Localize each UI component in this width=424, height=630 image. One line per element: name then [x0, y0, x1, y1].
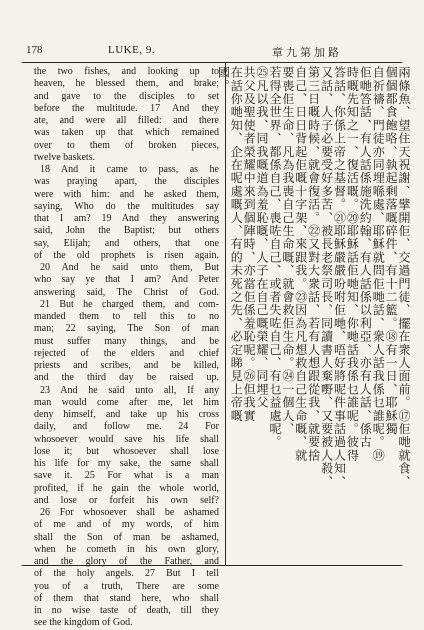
english-line: over to them of broken pieces, — [34, 139, 219, 151]
english-line: of the old prophets is risen again. — [34, 249, 219, 261]
chinese-chapter-title: 章九第加路 — [272, 47, 342, 59]
english-line: saying, Who do the multitudes say — [34, 200, 219, 212]
english-line: heaven, he blessed them, and brake; — [34, 78, 219, 90]
chinese-column: 答話、你係上帝之基督。㉑耶穌嚴嚴吩咐佢哋、唔好將呢件事話過人知、 — [332, 66, 347, 489]
english-line: lose it; but whosoever shall lose — [34, 445, 219, 457]
chinese-column: 共父及聖使者榮耀中來到個陣時、亦當佢係羞恥呢。㉖但我實 — [242, 66, 257, 423]
english-line: were with him: and he asked them, — [34, 188, 219, 200]
chinese-column: 要喪佢生命、凡為我喪自己生命嘅、就會救佢生命。㉔一個人、 — [280, 66, 295, 436]
english-line: man; 22 saying, The Son of man — [34, 323, 219, 335]
english-line: whosoever would save his life shall — [34, 433, 219, 445]
english-line: and gave to the disciples to set — [34, 90, 219, 102]
english-line: man would come after me, let him — [34, 396, 219, 408]
english-line: his life for my sake, the same shall — [34, 458, 219, 469]
chinese-column: 自祈禱、門徒亦同埋喺處、耶穌就問佢哋話、衆人話我係乜誰呢。⑲ — [371, 66, 386, 462]
english-line: priests and scribes, and be killed, — [34, 360, 219, 371]
english-line: when he cometh in his own glory, — [34, 543, 219, 555]
running-title: LUKE, 9. — [108, 44, 156, 56]
english-line: 18 And it came to pass, as he — [40, 164, 219, 175]
chinese-column: ㉕凡以我、同我嘅道為羞恥嘅、人子在自己嘅榮耀、同埋父 — [255, 66, 270, 410]
page-header — [22, 44, 402, 60]
english-line: of them that stand here, who shall — [34, 592, 219, 604]
english-line: rejected of the elders and chief — [34, 347, 219, 359]
chinese-column: 第三日嘅時候、就會復活。㉒又對大衆話、若有人想跟從我、就要捨 — [306, 66, 321, 462]
chinese-column: 個個都食飽咯、執起剩落嘅碎件、有十二籃。⑱有一日、耶穌獨 — [384, 66, 399, 436]
chinese-column: 在話你哋知、企在呢處嘅人、有的未死之先、必定睇見上帝嘅 — [229, 66, 244, 423]
chinese-column: 若得全世界、都係自己、喪咗自己、或者失咗自己、有乜益處呢。 — [267, 66, 282, 449]
header-rule — [22, 62, 402, 63]
chinese-column: 佢哋答話、有人話係施洗約翰、有人話係以利亞、亦有人話、係古 — [358, 66, 373, 449]
english-line: who say ye that I am? And Peter — [34, 274, 219, 286]
english-line: twelve baskets. — [34, 151, 96, 163]
english-line: the two fishes, and looking up to — [34, 66, 219, 77]
chinese-column: 時嘅先知之一、復活嘅。⑳耶穌話佢哋知、你哋話我係乜誰呢。彼得 — [345, 66, 360, 462]
english-line: see the kingdom of God. — [34, 617, 133, 629]
english-line: 26 For whosoever shall be ashamed — [40, 507, 219, 518]
page-number: 178 — [26, 44, 43, 56]
english-line: daily, and follow me. 24 For — [34, 421, 219, 433]
english-line: you of a truth, There are some — [34, 580, 219, 592]
english-line: was praying apart, the disciples — [34, 176, 219, 188]
english-line: was taken up that which remained — [34, 127, 219, 139]
english-line: that I am? 19 And they answering — [34, 213, 219, 224]
english-line: of the holy angels. 27 But I tell — [34, 568, 219, 580]
english-line: in no wise taste of death, till they — [34, 605, 219, 616]
english-line: deny himself, and take up his cross — [34, 409, 219, 420]
chinese-column: 又話、人子必要受好多苦、被長老祭司長、同讀書人棄嘢、又要被人殺、 — [319, 66, 334, 489]
chinese-text-column — [216, 66, 411, 562]
english-line: save it. 25 For what is a man — [34, 470, 219, 482]
english-line: and lose or forfeit his own self? — [34, 494, 219, 506]
english-line: must suffer many things, and be — [34, 335, 219, 347]
english-line: and the third day be raised up. — [34, 372, 219, 384]
english-line: said, John the Baptist; but others — [34, 225, 219, 237]
chinese-column: 兩條魚、望住天祝謝、擘開佢、交過門徒、擺在衆人面前。⑰佢哋就食、 — [397, 66, 411, 489]
english-line: of me and of my words, of him — [34, 519, 219, 531]
chinese-column: 自己、日日背起佢嘅十字架、來跟我。㉓因為凡想救自己生命嘅、就 — [293, 66, 308, 462]
english-line: profited, if he gain the whole world, — [34, 482, 219, 494]
english-line: before the multitude. 17 And they — [34, 102, 219, 114]
chinese-column: 國。 — [216, 66, 231, 93]
english-line: answering said, The Christ of God. — [34, 286, 219, 298]
english-line: shall the Son of man be ashamed, — [34, 531, 219, 543]
english-line: say, Elijah; and others, that one — [34, 237, 219, 249]
english-line: manded them to tell this to no — [34, 311, 219, 322]
english-line: 20 And he said unto them, But — [40, 262, 219, 273]
english-text-column — [34, 66, 219, 630]
english-line: 21 But he charged them, and com- — [40, 298, 219, 310]
english-line: and the glory of the Father, and — [34, 556, 219, 567]
english-line: ate, and were all filled: and there — [34, 115, 219, 126]
english-line: 23 And he said unto all, If any — [40, 384, 219, 396]
